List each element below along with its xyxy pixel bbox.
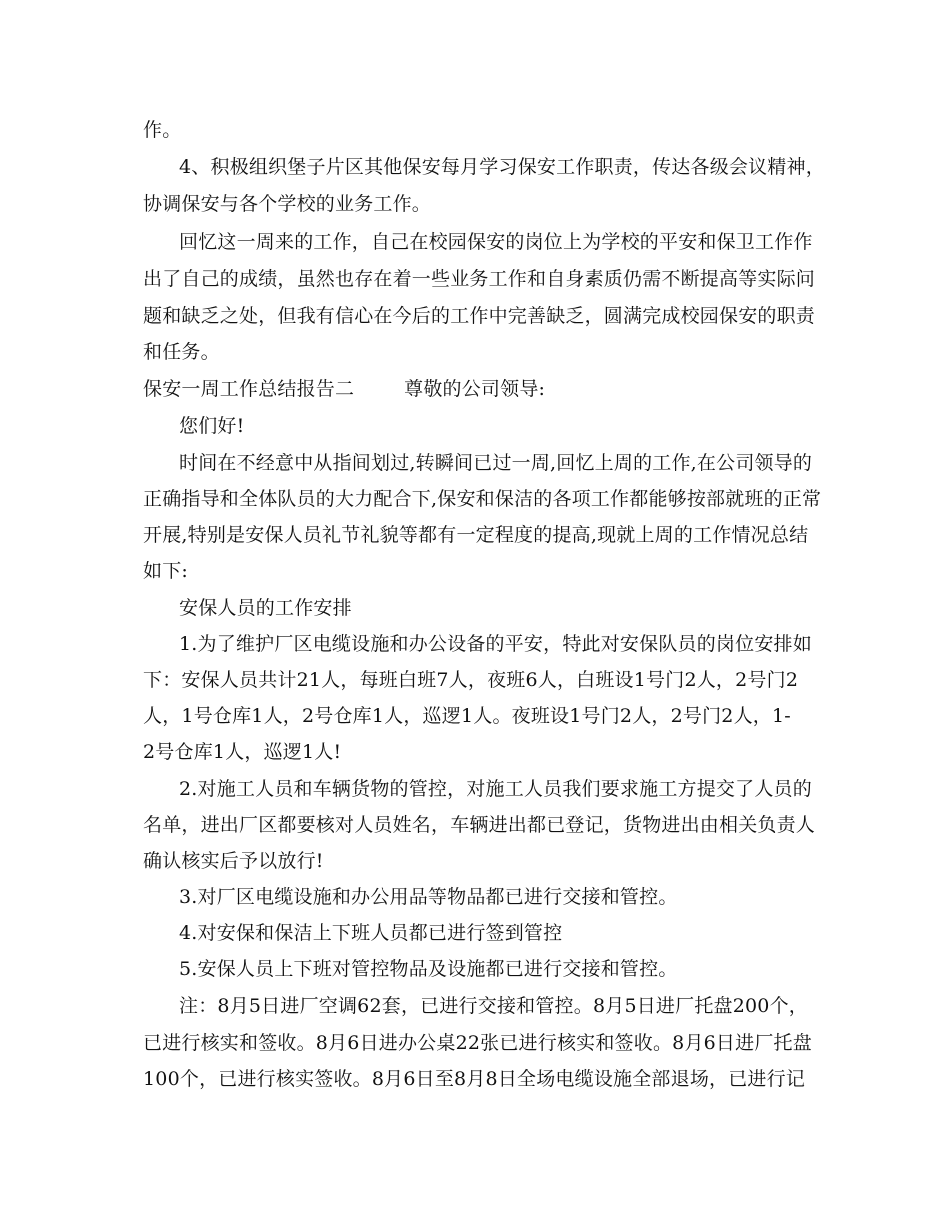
- text-line: 4.对安保和保洁上下班人员都已进行签到管控: [179, 922, 563, 944]
- text-line: 作。: [143, 119, 182, 141]
- text-line: 出了自己的成绩，虽然也存在着一些业务工作和自身素质仍需不断提高等实际问: [143, 268, 816, 290]
- text-line: 人，1号仓库1人，2号仓库1人，巡逻1人。夜班设1号门2人，2号门2人，1-: [143, 705, 791, 727]
- text-line: 协调保安与各个学校的业务工作。: [143, 193, 432, 215]
- text-line: 注：8月5日进厂空调62套，已进行交接和管控。8月5日进厂托盘200个，: [179, 995, 808, 1017]
- text-line: 名单，进出厂区都要核对人员姓名，车辆进出都已登记，货物进出由相关负责人: [143, 814, 816, 836]
- text-line: 题和缺乏之处，但我有信心在今后的工作中完善缺乏，圆满完成校园保安的职责: [143, 305, 816, 327]
- text-line: 开展,特别是安保人员礼节礼貌等都有一定程度的提高,现就上周的工作情况总结: [143, 524, 809, 546]
- text-line: 1.为了维护厂区电缆设施和办公设备的平安，特此对安保队员的岗位安排如: [179, 633, 812, 655]
- text-line: 下：安保人员共计21人，每班白班7人，夜班6人，白班设1号门2人，2号门2: [143, 669, 799, 691]
- text-line: 确认核实后予以放行!: [143, 850, 324, 872]
- text-line: 2号仓库1人，巡逻1人!: [143, 741, 342, 763]
- section-heading: 保安一周工作总结报告二 尊敬的公司领导:: [143, 378, 546, 400]
- text-line: 5.安保人员上下班对管控物品及设施都已进行交接和管控。: [179, 958, 678, 980]
- text-line: 2.对施工人员和车辆货物的管控，对施工人员我们要求施工方提交了人员的: [179, 778, 812, 800]
- text-line: 时间在不经意中从指间划过,转瞬间已过一周,回忆上周的工作,在公司领导的: [179, 452, 813, 474]
- text-line: 您们好!: [179, 415, 245, 437]
- text-line: 已进行核实和签收。8月6日进办公桌22张已进行核实和签收。8月6日进厂托盘: [143, 1032, 812, 1054]
- text-line: 如下:: [143, 560, 189, 582]
- text-line: 100个，已进行核实签收。8月6日至8月8日全场电缆设施全部退场，已进行记: [143, 1068, 806, 1090]
- text-line: 和任务。: [143, 341, 220, 363]
- text-line: 4、积极组织堡子片区其他保安每月学习保安工作职责，传达各级会议精神，: [179, 156, 825, 178]
- text-line: 回忆这一周来的工作，自己在校园保安的岗位上为学校的平安和保卫工作作: [179, 231, 813, 253]
- text-line: 正确指导和全体队员的大力配合下,保安和保洁的各项工作都能够按部就班的正常: [143, 488, 822, 510]
- subheading: 安保人员的工作安排: [179, 597, 352, 619]
- text-line: 3.对厂区电缆设施和办公用品等物品都已进行交接和管控。: [179, 886, 678, 908]
